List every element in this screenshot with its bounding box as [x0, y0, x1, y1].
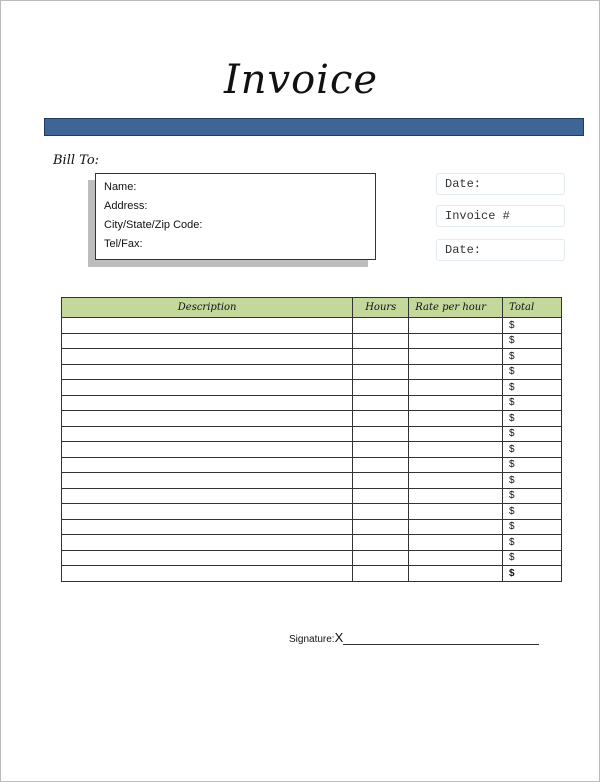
total-cell[interactable]: $ [503, 457, 562, 473]
rate-cell[interactable] [409, 457, 503, 473]
table-row [62, 411, 562, 427]
rate-cell[interactable] [409, 426, 503, 442]
header-description: Description [62, 298, 353, 318]
signature-underline [343, 644, 539, 645]
hours-cell[interactable] [353, 333, 409, 349]
header-total: Total [503, 298, 562, 318]
description-cell[interactable] [62, 411, 353, 427]
rate-cell[interactable] [409, 349, 503, 365]
rate-cell[interactable] [409, 395, 503, 411]
signature-line[interactable] [289, 630, 539, 645]
description-cell[interactable] [62, 349, 353, 365]
hours-cell[interactable] [353, 349, 409, 365]
table-row [62, 519, 562, 535]
hours-cell[interactable] [353, 457, 409, 473]
bill-to-box [95, 173, 376, 260]
rate-cell[interactable] [409, 504, 503, 520]
table-row [62, 535, 562, 551]
total-cell[interactable]: $ [503, 535, 562, 551]
total-cell[interactable]: $ [503, 566, 562, 582]
bill-to-label: Bill To: [53, 153, 100, 168]
hours-cell[interactable] [353, 473, 409, 489]
rate-cell[interactable] [409, 488, 503, 504]
rate-cell[interactable] [409, 411, 503, 427]
table-row [62, 457, 562, 473]
total-cell[interactable]: $ [503, 519, 562, 535]
description-cell[interactable] [62, 380, 353, 396]
signature-label: Signature: [289, 634, 335, 645]
total-cell[interactable]: $ [503, 473, 562, 489]
table-row [62, 395, 562, 411]
table-row [62, 488, 562, 504]
hours-cell[interactable] [353, 364, 409, 380]
rate-cell[interactable] [409, 380, 503, 396]
rate-cell[interactable] [409, 550, 503, 566]
total-cell[interactable]: $ [503, 488, 562, 504]
table-row [62, 364, 562, 380]
hours-cell[interactable] [353, 504, 409, 520]
total-cell[interactable]: $ [503, 349, 562, 365]
table-row [62, 504, 562, 520]
table-row [62, 442, 562, 458]
rate-cell[interactable] [409, 442, 503, 458]
total-cell[interactable]: $ [503, 364, 562, 380]
date-field[interactable]: Date: [436, 173, 565, 195]
header-hours: Hours [353, 298, 409, 318]
invoice-title: Invoice [223, 57, 379, 103]
hours-cell[interactable] [353, 535, 409, 551]
hours-cell[interactable] [353, 318, 409, 334]
rate-cell[interactable] [409, 318, 503, 334]
hours-cell[interactable] [353, 380, 409, 396]
hours-cell[interactable] [353, 519, 409, 535]
total-cell[interactable]: $ [503, 318, 562, 334]
description-cell[interactable] [62, 333, 353, 349]
invoice-number-field[interactable]: Invoice # [436, 205, 565, 227]
description-cell[interactable] [62, 488, 353, 504]
description-cell[interactable] [62, 473, 353, 489]
table-row [62, 318, 562, 334]
table-row [62, 550, 562, 566]
total-cell[interactable]: $ [503, 550, 562, 566]
description-cell[interactable] [62, 442, 353, 458]
name-field[interactable]: Name: [104, 181, 137, 193]
description-cell[interactable] [62, 457, 353, 473]
table-row [62, 473, 562, 489]
line-items-table [61, 297, 562, 582]
address-field[interactable]: Address: [104, 200, 148, 212]
total-cell[interactable]: $ [503, 380, 562, 396]
table-row [62, 566, 562, 582]
total-cell[interactable]: $ [503, 442, 562, 458]
header-rate: Rate per hour [409, 298, 503, 318]
total-cell[interactable]: $ [503, 411, 562, 427]
total-cell[interactable]: $ [503, 333, 562, 349]
rate-cell[interactable] [409, 566, 503, 582]
hours-cell[interactable] [353, 566, 409, 582]
hours-cell[interactable] [353, 426, 409, 442]
signature-x: X [334, 630, 344, 645]
description-cell[interactable] [62, 519, 353, 535]
date-field-2[interactable]: Date: [436, 239, 565, 261]
description-cell[interactable] [62, 395, 353, 411]
hours-cell[interactable] [353, 550, 409, 566]
total-cell[interactable]: $ [503, 395, 562, 411]
tel-fax-field[interactable]: Tel/Fax: [104, 238, 143, 250]
rate-cell[interactable] [409, 535, 503, 551]
rate-cell[interactable] [409, 333, 503, 349]
hours-cell[interactable] [353, 395, 409, 411]
table-row [62, 349, 562, 365]
table-row [62, 333, 562, 349]
hours-cell[interactable] [353, 488, 409, 504]
rate-cell[interactable] [409, 473, 503, 489]
hours-cell[interactable] [353, 411, 409, 427]
header-band [44, 118, 584, 136]
hours-cell[interactable] [353, 442, 409, 458]
description-cell[interactable] [62, 426, 353, 442]
total-cell[interactable]: $ [503, 504, 562, 520]
table-row [62, 426, 562, 442]
total-cell[interactable]: $ [503, 426, 562, 442]
city-state-zip-field[interactable]: City/State/Zip Code: [104, 219, 203, 231]
description-cell[interactable] [62, 504, 353, 520]
description-cell[interactable] [62, 535, 353, 551]
table-row [62, 380, 562, 396]
description-cell[interactable] [62, 364, 353, 380]
description-cell[interactable] [62, 550, 353, 566]
rate-cell[interactable] [409, 364, 503, 380]
description-cell[interactable] [62, 566, 353, 582]
rate-cell[interactable] [409, 519, 503, 535]
description-cell[interactable] [62, 318, 353, 334]
